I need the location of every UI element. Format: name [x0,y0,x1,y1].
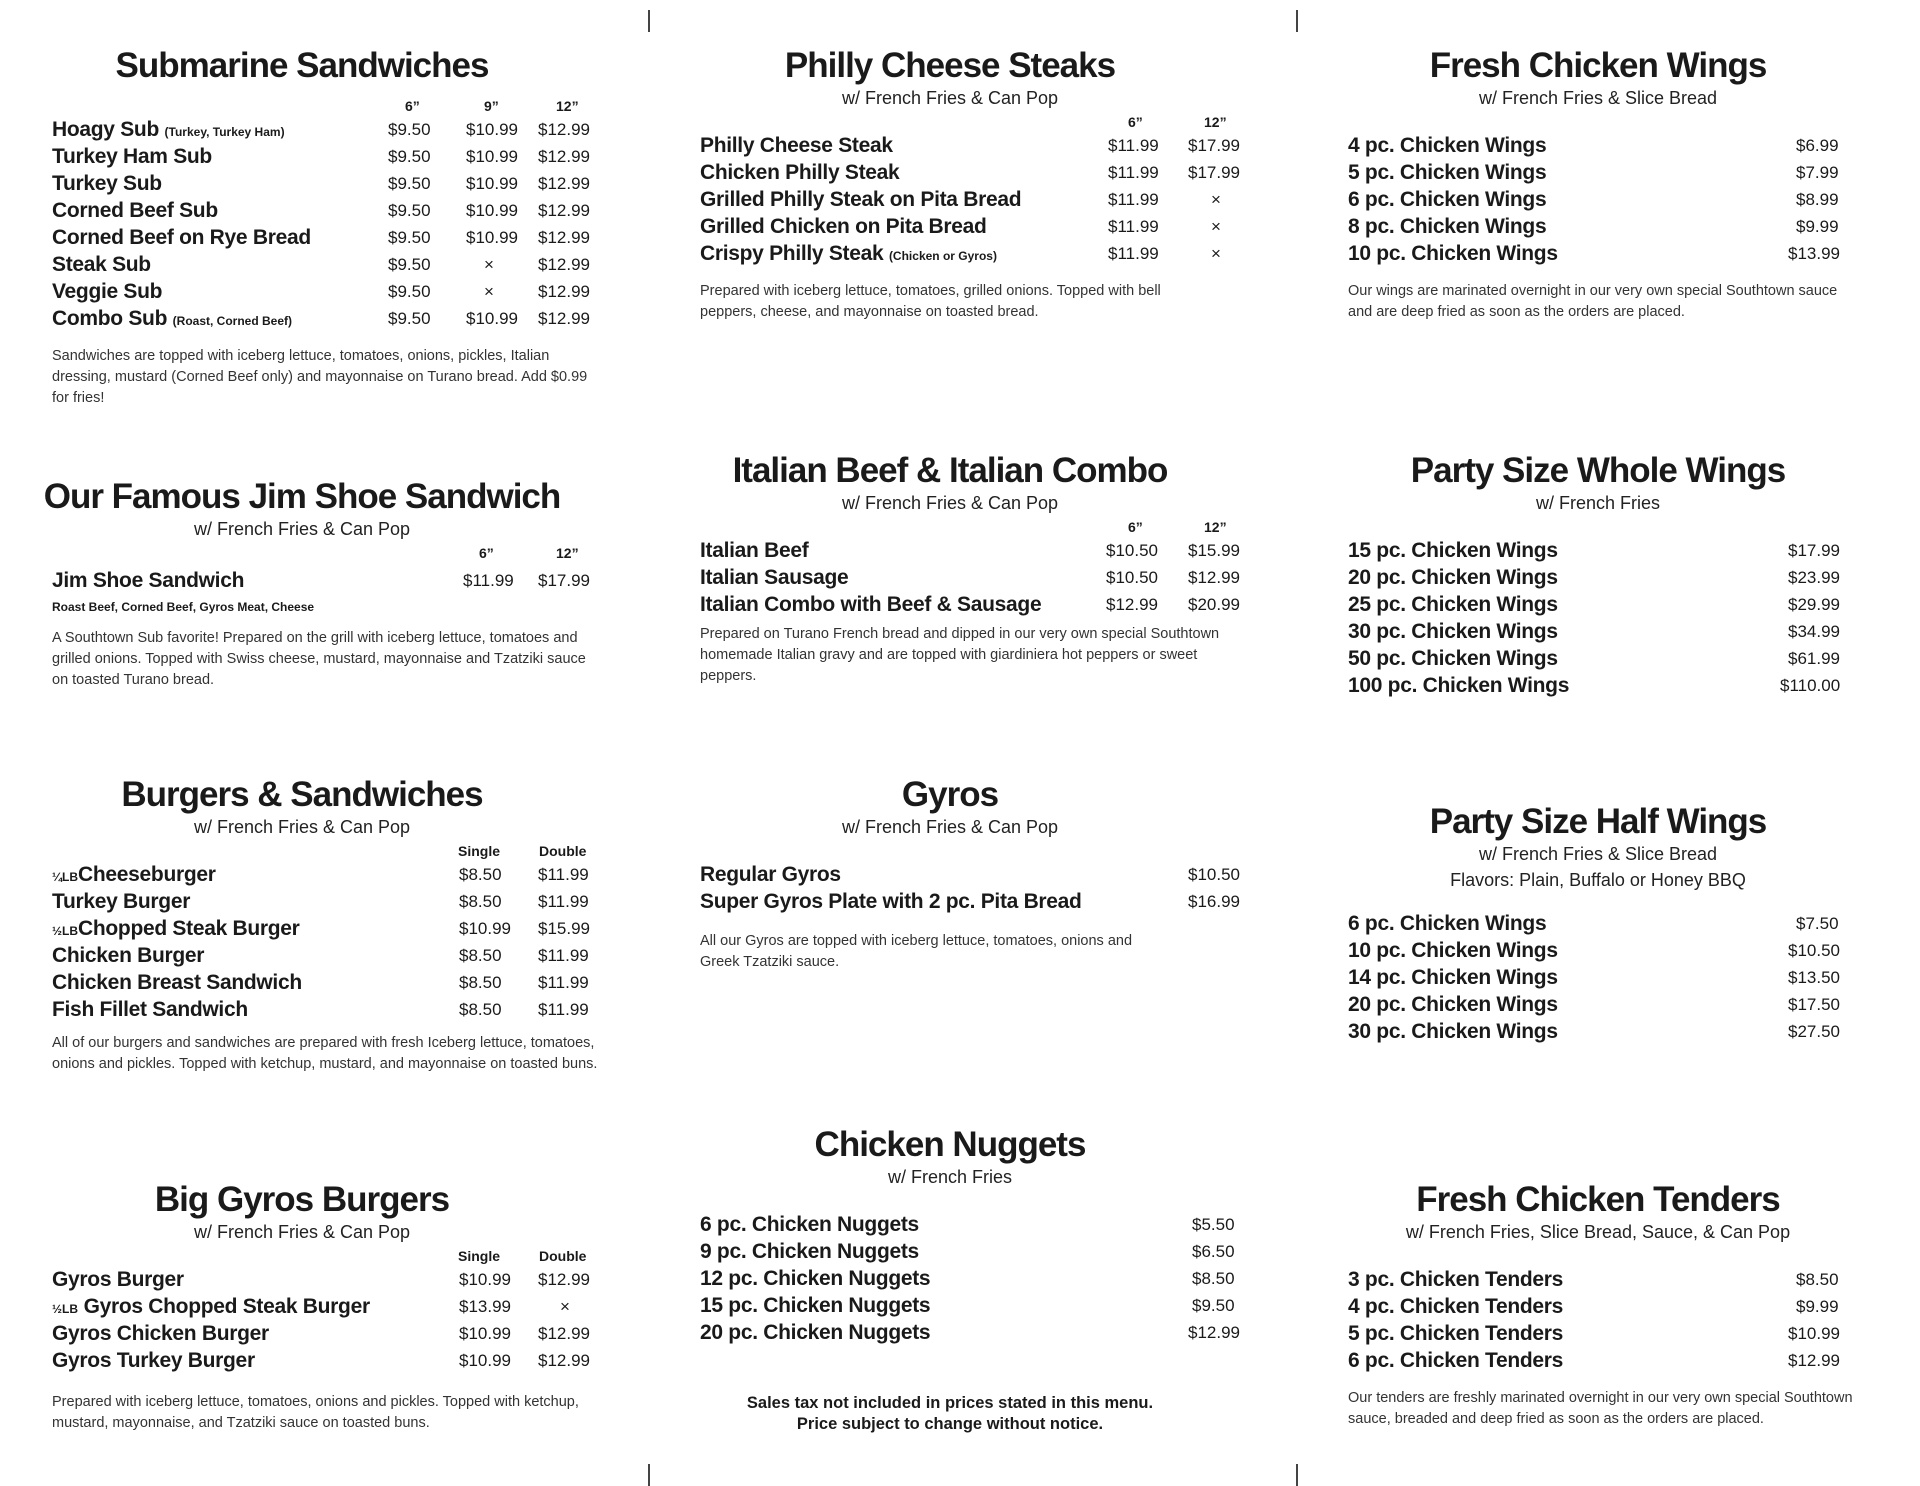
weight-label: ¼LB [52,870,79,884]
price-12: $17.99 [1188,136,1240,155]
price-9: × [484,282,494,301]
section-subtitle: w/ French Fries & Can Pop [841,493,1059,513]
item-name: Gyros Chopped Steak Burger [83,1295,370,1318]
price-9: × [484,255,494,274]
price-single: $10.99 [459,1351,511,1370]
item-name: Chicken Burger [52,944,205,967]
price-single: $8.50 [459,1000,502,1019]
item-price: $13.99 [1788,244,1840,263]
price-single: $10.99 [459,919,511,938]
price-double: $11.99 [538,946,589,965]
section-subtitle: w/ French Fries [1535,493,1661,513]
price-double: $12.99 [538,1270,590,1289]
price-single: $10.99 [459,1324,511,1343]
menu-item [700,861,1260,888]
size-12-header: 12” [556,545,579,561]
item-name: 10 pc. Chicken Wings [1348,242,1558,265]
menu-item [52,143,612,170]
menu-item [1348,964,1908,991]
menu-item [52,1266,612,1293]
item-name: Hoagy Sub [52,118,159,141]
price-6: $11.99 [1108,244,1159,263]
menu-item [700,240,1260,267]
item-name: Fish Fillet Sandwich [52,998,248,1021]
price-9: $10.99 [466,309,518,328]
section-description: Our tenders are freshly marinated overnight in our very own special Southtown sauce, breaded and deep fried as soon as the orders are placed. [1348,1390,1853,1427]
item-name: 5 pc. Chicken Tenders [1348,1322,1564,1345]
price-double: $11.99 [538,973,589,992]
item-name: 6 pc. Chicken Wings [1348,912,1547,935]
section-description: All of our burgers and sandwiches are prepared with fresh Iceberg lettuce, tomatoes, onions and pickles. Topped with ketchup, mustard, and mayonnaise on toasted buns. [52,1035,598,1072]
item-price: $13.50 [1788,968,1840,987]
menu-item [52,1347,612,1374]
item-name: Super Gyros Plate with 2 pc. Pita Bread [700,890,1082,913]
item-ingredients: Roast Beef, Corned Beef, Gyros Meat, Cheese [52,600,315,614]
price-12: $12.99 [538,228,590,247]
item-price: $10.50 [1188,865,1240,884]
price-12: × [1211,217,1221,236]
menu-item [52,224,612,251]
item-price: $7.50 [1796,914,1839,933]
menu-item [52,942,612,969]
price-6: $11.99 [1108,217,1159,236]
price-12: $12.99 [538,201,590,220]
price-double: $12.99 [538,1351,590,1370]
item-name: 6 pc. Chicken Tenders [1348,1349,1564,1372]
spacer [1348,892,1908,910]
item-name: 100 pc. Chicken Wings [1348,674,1570,697]
size-header [52,1244,612,1266]
flavors-note: Flavors: Plain, Buffalo or Honey BBQ [1450,870,1746,890]
burgers-section [52,775,612,1075]
menu-item [52,1293,612,1320]
menu-item [1348,618,1908,645]
menu-item [700,213,1260,240]
single-header: Single [458,1248,501,1264]
menu-item [1348,1320,1908,1347]
price-12: $12.99 [538,255,590,274]
item-price: $23.99 [1788,568,1840,587]
menu-item [52,197,612,224]
section-title: Submarine Sandwiches [115,46,489,85]
menu-item [52,305,612,332]
item-name: 30 pc. Chicken Wings [1348,620,1558,643]
item-name: 4 pc. Chicken Tenders [1348,1295,1564,1318]
section-title: Party Size Half Wings [1429,802,1767,841]
item-price: $16.99 [1188,892,1240,911]
menu-item [52,969,612,996]
menu-item [700,537,1260,564]
size-header [700,515,1260,537]
price-12: $12.99 [538,174,590,193]
menu-item [1348,1293,1908,1320]
menu-item [700,1319,1260,1346]
price-12: × [1211,244,1221,263]
price-9: $10.99 [466,228,518,247]
spacer [700,839,1260,861]
item-name: Gyros Chicken Burger [52,1322,269,1345]
item-name: Corned Beef on Rye Bread [52,226,311,249]
price-12: $12.99 [1188,568,1240,587]
price-6: $9.50 [388,282,431,301]
item-name: Philly Cheese Steak [700,134,893,157]
item-name: Chicken Breast Sandwich [52,971,302,994]
section-subtitle: w/ French Fries & Can Pop [193,1222,411,1242]
section-title: Fresh Chicken Tenders [1416,1180,1780,1219]
section-subtitle: w/ French Fries & Can Pop [193,519,411,539]
price-12: $15.99 [1188,541,1240,560]
menu-item [52,116,612,143]
weight-label: ½LB [52,1302,79,1316]
price-single: $8.50 [459,865,502,884]
price-9: $10.99 [466,147,518,166]
item-price: $7.99 [1796,163,1839,182]
item-note: (Chicken or Gyros) [888,249,997,263]
section-title: Chicken Nuggets [814,1125,1086,1164]
section-description: All our Gyros are topped with iceberg lettuce, tomatoes, onions and Greek Tzatziki sauce. [700,933,1133,970]
price-6: $11.99 [1108,190,1159,209]
menu-item [52,996,612,1023]
menu-item [700,1211,1260,1238]
item-price: $110.00 [1780,676,1841,695]
menu-item [1348,672,1908,699]
item-name: 30 pc. Chicken Wings [1348,1020,1558,1043]
item-name: Italian Sausage [700,566,849,589]
price-6: $9.50 [388,255,431,274]
price-double: $15.99 [538,919,590,938]
price-12: $20.99 [1188,595,1240,614]
item-name: 20 pc. Chicken Wings [1348,566,1558,589]
menu-item [1348,240,1908,267]
menu-item [1348,1347,1908,1374]
menu-item [1348,1018,1908,1045]
price-12: $12.99 [538,120,590,139]
italian-section [700,451,1260,687]
menu-item [1348,937,1908,964]
section-subtitle: w/ French Fries & Can Pop [841,88,1059,108]
party-half-wings-section [1348,802,1908,1045]
single-header: Single [458,843,501,859]
price-6: $9.50 [388,309,431,328]
item-price: $9.99 [1796,217,1839,236]
menu-item [52,915,612,942]
item-price: $12.99 [1188,1323,1240,1342]
double-header: Double [539,843,587,859]
section-title: Fresh Chicken Wings [1429,46,1767,85]
menu-item [700,1238,1260,1265]
menu-item [52,251,612,278]
section-description: Sandwiches are topped with iceberg lettuce, tomatoes, onions, pickles, Italian dressing, mustard (Corned Beef only) and mayonnaise on Turano bread. Add $0.99 for fries! [52,348,588,406]
price-9: $10.99 [466,201,518,220]
price-12: $12.99 [538,309,590,328]
section-title: Gyros [901,775,999,814]
price-12: $17.99 [538,571,590,590]
section-subtitle: w/ French Fries & Slice Bread [1478,844,1718,864]
item-price: $9.99 [1796,1297,1839,1316]
menu-item [700,1265,1260,1292]
size-12-header: 12” [1204,519,1227,535]
price-6: $11.99 [1108,163,1159,182]
item-name: 14 pc. Chicken Wings [1348,966,1558,989]
menu-item [700,159,1260,186]
item-price: $34.99 [1788,622,1840,641]
size-6-header: 6” [1128,519,1143,535]
item-name: 20 pc. Chicken Nuggets [700,1321,931,1344]
menu-item [1348,564,1908,591]
item-name: Gyros Turkey Burger [52,1349,255,1372]
item-name: 6 pc. Chicken Nuggets [700,1213,919,1236]
price-single: $10.99 [459,1270,511,1289]
price-double: $11.99 [538,1000,589,1019]
item-price: $29.99 [1788,595,1840,614]
size-12-header: 12” [1204,114,1227,130]
section-subtitle: w/ French Fries [887,1167,1013,1187]
price-12: × [1211,190,1221,209]
section-title: Philly Cheese Steaks [784,46,1116,85]
menu-item [1348,991,1908,1018]
item-name: 15 pc. Chicken Wings [1348,539,1558,562]
section-title: Burgers & Sandwiches [121,775,483,814]
item-name: Veggie Sub [52,280,163,303]
menu-item [1348,1266,1908,1293]
price-single: $8.50 [459,973,502,992]
price-disclaimer: Price subject to change without notice. [796,1415,1104,1433]
menu-item [52,861,612,888]
price-9: $10.99 [466,120,518,139]
item-name: Grilled Philly Steak on Pita Bread [700,188,1022,211]
item-price: $9.50 [1192,1296,1235,1315]
price-6: $12.99 [1106,595,1158,614]
section-description: A Southtown Sub favorite! Prepared on the grill with iceberg lettuce, tomatoes and grilled onions. Topped with Swiss cheese, mustard, mayonnaise and Tzatziki sauce on toasted Turano bread. [52,630,586,688]
item-name: Regular Gyros [700,863,841,886]
price-single: $8.50 [459,946,502,965]
item-name: 12 pc. Chicken Nuggets [700,1267,931,1290]
size-header [700,110,1260,132]
section-title: Big Gyros Burgers [154,1180,450,1219]
chicken-tenders-section [1348,1180,1908,1430]
menu-item [1348,213,1908,240]
party-whole-wings-section [1348,451,1908,699]
price-double: × [560,1297,570,1316]
size-header [52,94,612,116]
item-name: 10 pc. Chicken Wings [1348,939,1558,962]
price-12: $17.99 [1188,163,1240,182]
size-6-header: 6” [1128,114,1143,130]
philly-section [700,46,1260,323]
price-12: $12.99 [538,147,590,166]
item-name: 3 pc. Chicken Tenders [1348,1268,1564,1291]
section-title: Our Famous Jim Shoe Sandwich [43,477,561,516]
size-6-header: 6” [405,98,420,114]
item-name: 9 pc. Chicken Nuggets [700,1240,919,1263]
item-price: $10.99 [1788,1324,1840,1343]
item-note: (Turkey, Turkey Ham) [164,125,285,139]
item-price: $27.50 [1788,1022,1840,1041]
item-name: Italian Beef [700,539,809,562]
menu-item [52,278,612,305]
menu-item [700,186,1260,213]
big-gyros-burgers-section [52,1180,612,1434]
price-6: $9.50 [388,120,431,139]
item-price: $17.50 [1788,995,1840,1014]
item-note: (Roast, Corned Beef) [172,314,293,328]
spacer [1348,1244,1908,1266]
item-name: Combo Sub [52,307,168,330]
fold-mark [648,1464,650,1486]
menu-item [1348,537,1908,564]
item-name: Grilled Chicken on Pita Bread [700,215,987,238]
menu-item [700,1292,1260,1319]
double-header: Double [539,1248,587,1264]
price-6: $11.99 [1108,136,1159,155]
menu-item [52,567,612,594]
section-description: Prepared with iceberg lettuce, tomatoes, onions and pickles. Topped with ketchup, mustard, mayonnaise, and Tzatziki sauce on toasted buns. [52,1394,579,1431]
price-6: $9.50 [388,228,431,247]
price-single: $13.99 [459,1297,511,1316]
fold-mark [1296,10,1298,32]
weight-label: ½LB [52,924,79,938]
item-name: Italian Combo with Beef & Sausage [700,593,1042,616]
item-name: 5 pc. Chicken Wings [1348,161,1547,184]
item-price: $8.99 [1796,190,1839,209]
section-subtitle: w/ French Fries & Can Pop [841,817,1059,837]
item-name: Turkey Sub [52,172,162,195]
item-name: Steak Sub [52,253,151,276]
tax-disclaimer: Sales tax not included in prices stated in this menu. [746,1394,1154,1412]
item-name: 25 pc. Chicken Wings [1348,593,1558,616]
item-name: Crispy Philly Steak [700,242,884,265]
item-name: 50 pc. Chicken Wings [1348,647,1558,670]
spacer [1348,110,1908,132]
disclaimer [700,1393,1260,1435]
gyros-section [700,775,1260,973]
item-name: 6 pc. Chicken Wings [1348,188,1547,211]
item-name: Chicken Philly Steak [700,161,900,184]
menu-item [700,888,1260,915]
section-title: Italian Beef & Italian Combo [732,451,1168,490]
menu-item [52,170,612,197]
size-12-header: 12” [556,98,579,114]
item-name: 8 pc. Chicken Wings [1348,215,1547,238]
item-price: $6.99 [1796,136,1839,155]
price-6: $10.50 [1106,568,1158,587]
jim-shoe-section [43,477,612,691]
item-name: Corned Beef Sub [52,199,218,222]
item-price: $6.50 [1192,1242,1235,1261]
item-name: Turkey Burger [52,890,191,913]
section-title: Party Size Whole Wings [1410,451,1786,490]
item-name: Chopped Steak Burger [78,917,300,940]
item-name: Turkey Ham Sub [52,145,212,168]
item-price: $61.99 [1788,649,1840,668]
menu-item [1348,910,1908,937]
spacer [700,1189,1260,1211]
price-12: $12.99 [538,282,590,301]
menu-item [1348,132,1908,159]
fresh-chicken-wings-section [1348,46,1908,323]
size-9-header: 9” [484,98,499,114]
spacer [1348,515,1908,537]
item-price: $17.99 [1788,541,1840,560]
price-6: $9.50 [388,174,431,193]
submarine-sandwiches-section [52,46,612,409]
section-description: Prepared with iceberg lettuce, tomatoes, grilled onions. Topped with bell peppers, cheese, and mayonnaise on toasted bread. [700,283,1161,320]
item-name: Cheeseburger [78,863,216,886]
item-price: $8.50 [1192,1269,1235,1288]
item-name: Gyros Burger [52,1268,184,1291]
nuggets-section [700,1125,1260,1346]
section-subtitle: w/ French Fries & Slice Bread [1478,88,1718,108]
item-price: $12.99 [1788,1351,1840,1370]
menu-item [1348,186,1908,213]
section-subtitle: w/ French Fries, Slice Bread, Sauce, & Can Pop [1405,1222,1791,1242]
size-header [52,541,612,563]
menu-item [1348,645,1908,672]
price-single: $8.50 [459,892,502,911]
fold-mark [1296,1464,1298,1486]
menu-item [1348,159,1908,186]
item-price: $5.50 [1192,1215,1235,1234]
menu-item [700,591,1260,618]
item-price: $10.50 [1788,941,1840,960]
price-double: $11.99 [538,892,589,911]
item-name: Jim Shoe Sandwich [52,569,245,592]
section-subtitle: w/ French Fries & Can Pop [193,817,411,837]
price-6: $11.99 [463,571,514,590]
price-6: $9.50 [388,201,431,220]
menu-item [52,888,612,915]
size-header [52,839,612,861]
size-6-header: 6” [479,545,494,561]
price-6: $9.50 [388,147,431,166]
section-description: Prepared on Turano French bread and dipped in our very own special Southtown homemade Italian gravy and are topped with giardiniera hot peppers or sweet peppers. [700,626,1220,684]
price-6: $10.50 [1106,541,1158,560]
section-description: Our wings are marinated overnight in our very own special Southtown sauce and are deep fried as soon as the orders are placed. [1348,283,1838,320]
menu-item [1348,591,1908,618]
price-9: $10.99 [466,174,518,193]
price-double: $12.99 [538,1324,590,1343]
menu-item [52,1320,612,1347]
menu-item [700,564,1260,591]
item-price: $8.50 [1796,1270,1839,1289]
item-name: 20 pc. Chicken Wings [1348,993,1558,1016]
submarine-items [52,116,612,332]
fold-mark [648,10,650,32]
menu-item [700,132,1260,159]
item-name: 4 pc. Chicken Wings [1348,134,1547,157]
price-double: $11.99 [538,865,589,884]
item-name: 15 pc. Chicken Nuggets [700,1294,931,1317]
